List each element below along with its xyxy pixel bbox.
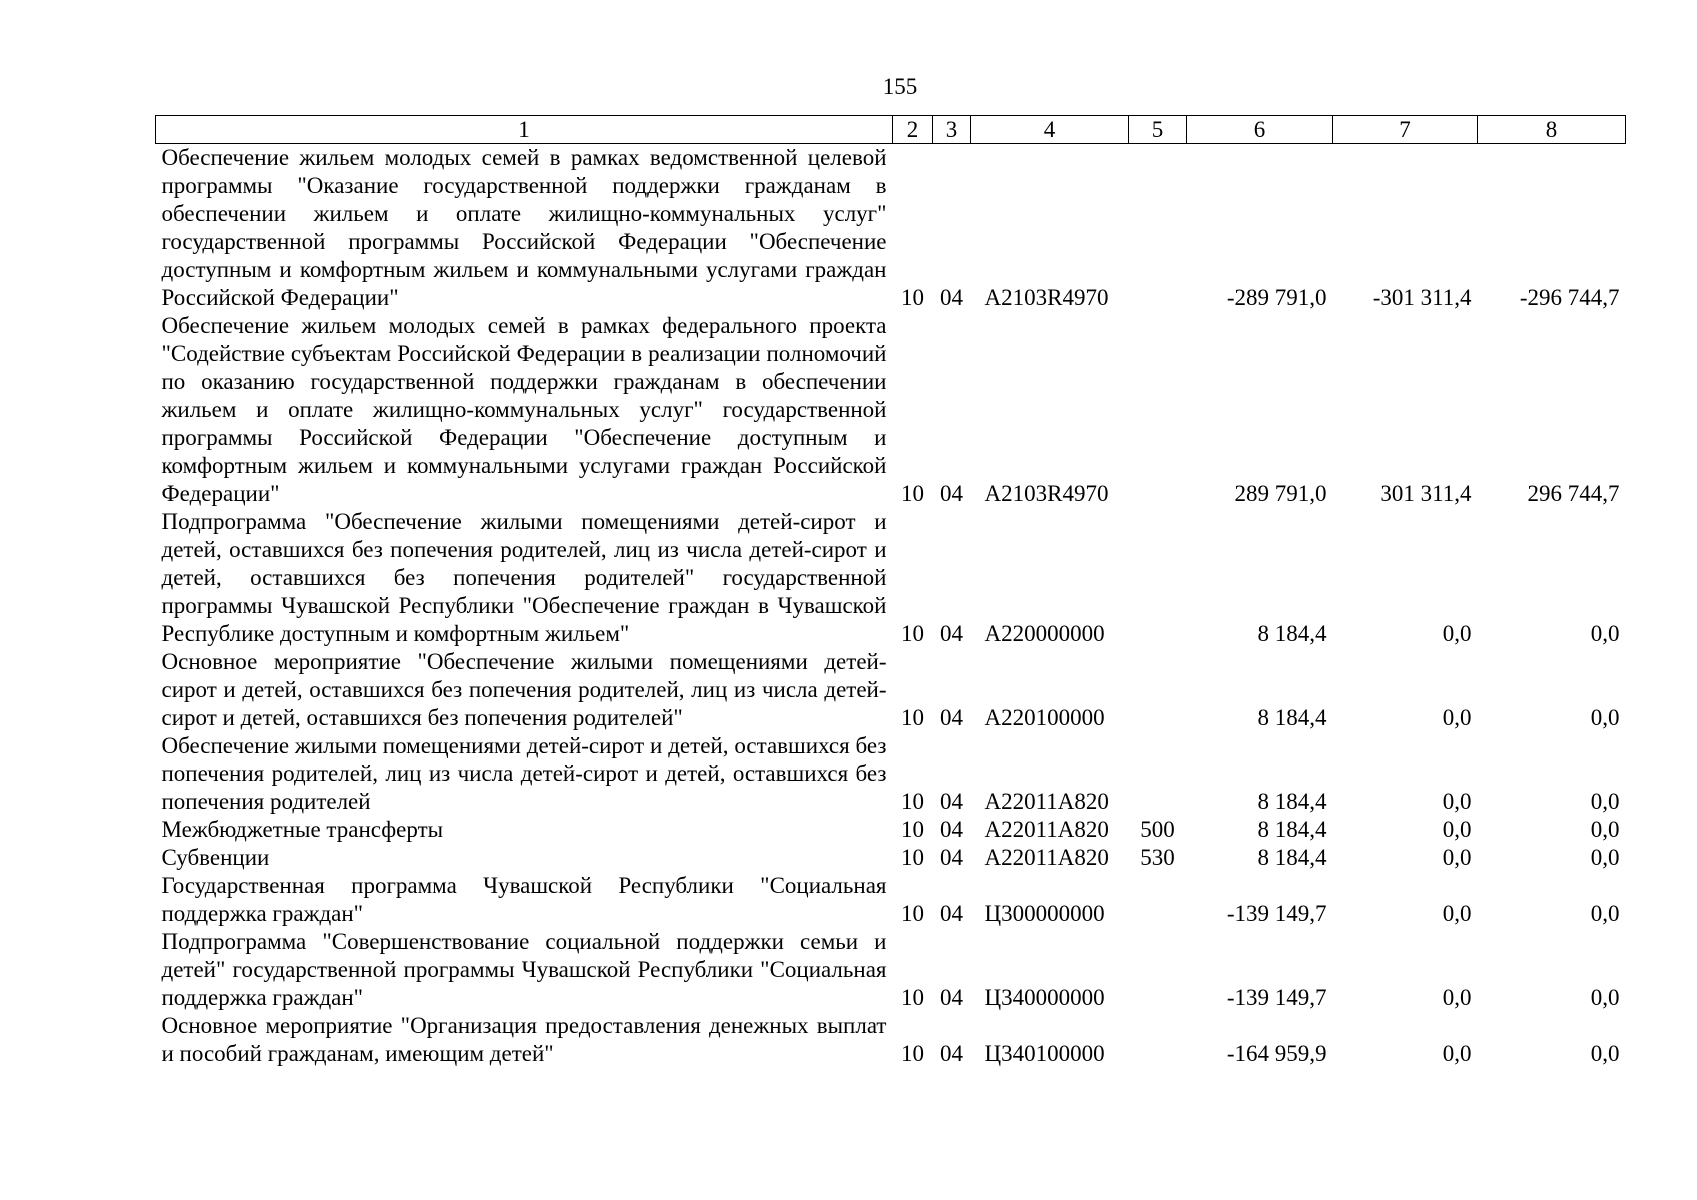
row-value-6: 8 184,4 [1257,845,1327,870]
row-section: 10 [901,705,924,730]
row-target-code: А2103R4970 [984,285,1109,310]
table-row [156,648,1626,732]
row-subsection: 04 [940,985,963,1010]
row-name: Основное мероприятие "Организация предоставления денежных выплат и пособий гражданам, имеющим детей" [161,1013,887,1066]
row-target-code: Ц340100000 [984,1041,1105,1066]
row-expense-type [1129,144,1187,313]
table-row [156,144,1626,313]
row-subsection: 04 [940,705,963,730]
row-section: 10 [901,1041,924,1066]
row-target-code: А22011А820 [984,789,1109,814]
row-value-6: 8 184,4 [1257,789,1327,814]
row-expense-type [1129,928,1187,1012]
row-subsection: 04 [940,901,963,926]
row-section: 10 [901,481,924,506]
row-value-8: 0,0 [1590,621,1620,646]
row-name: Субвенции [161,845,270,870]
row-value-7: 301 311,4 [1380,481,1472,506]
row-expense-type [1129,508,1187,648]
header-cell-8: 8 [1478,116,1626,144]
row-subsection: 04 [940,285,963,310]
row-subsection: 04 [940,1041,963,1066]
row-target-code: Ц340000000 [984,985,1105,1010]
row-value-8: 0,0 [1590,817,1620,842]
row-section: 10 [901,985,924,1010]
header-cell-5: 5 [1129,116,1187,144]
row-subsection: 04 [940,817,963,842]
row-value-8: 0,0 [1590,845,1620,870]
table-row [156,1012,1626,1068]
table-row [156,872,1626,928]
row-name: Межбюджетные трансферты [161,817,444,842]
header-cell-3: 3 [933,116,971,144]
row-section: 10 [901,621,924,646]
header-row [156,116,1626,144]
table-row [156,816,1626,844]
row-value-7: -301 311,4 [1372,285,1472,310]
row-value-6: -289 791,0 [1226,285,1327,310]
row-name: Подпрограмма "Совершенствование социальной поддержки семьи и детей" государственной программы Чувашской Республики "Социальная поддержка граждан" [161,929,887,1010]
row-expense-type [1129,648,1187,732]
row-expense-type [1129,872,1187,928]
row-expense-type [1129,732,1187,816]
row-value-6: 8 184,4 [1257,817,1327,842]
table-row [156,312,1626,508]
row-value-7: 0,0 [1442,1041,1472,1066]
table-row [156,732,1626,816]
header-cell-7: 7 [1333,116,1478,144]
budget-table [155,115,1626,1068]
row-value-8: 296 744,7 [1527,481,1620,506]
row-value-8: 0,0 [1590,901,1620,926]
row-value-6: 289 791,0 [1234,481,1327,506]
row-subsection: 04 [940,789,963,814]
row-value-8: 0,0 [1590,1041,1620,1066]
header-cell-2: 2 [893,116,933,144]
row-target-code: А22011А820 [984,817,1109,842]
row-value-6: -164 959,9 [1226,1041,1327,1066]
row-subsection: 04 [940,481,963,506]
row-target-code: Ц300000000 [984,901,1105,926]
page-number: 155 [882,74,918,99]
row-section: 10 [901,285,924,310]
row-name: Обеспечение жильем молодых семей в рамках федерального проекта "Содействие субъектам Российской Федерации в реализации полномочий по оказанию государственной поддержки гражданам в обеспечении жильем и оплате жилищно-коммунальных услуг" государственной программы Российской Федерации "Обеспечение доступным и комфортным жильем и коммунальными услугами граждан Российской Федерации" [161,313,887,506]
row-expense-type: 500 [1140,817,1175,842]
row-value-6: -139 149,7 [1226,901,1327,926]
row-value-6: 8 184,4 [1257,705,1327,730]
row-value-8: 0,0 [1590,985,1620,1010]
row-target-code: А220000000 [984,621,1105,646]
row-value-8: -296 744,7 [1519,285,1620,310]
row-value-7: 0,0 [1442,705,1472,730]
row-section: 10 [901,901,924,926]
row-value-7: 0,0 [1442,985,1472,1010]
table-row [156,508,1626,648]
header-cell-1: 1 [156,116,893,144]
row-value-7: 0,0 [1442,817,1472,842]
row-section: 10 [901,817,924,842]
row-section: 10 [901,845,924,870]
row-expense-type: 530 [1140,845,1175,870]
row-expense-type [1129,1012,1187,1068]
row-target-code: А2103R4970 [984,481,1109,506]
row-value-8: 0,0 [1590,705,1620,730]
row-target-code: А220100000 [984,705,1105,730]
row-name: Государственная программа Чувашской Республики "Социальная поддержка граждан" [161,873,887,926]
table-row [156,928,1626,1012]
table-row [156,844,1626,872]
row-name: Подпрограмма "Обеспечение жилыми помещениями детей-сирот и детей, оставшихся без попечения родителей, лиц из числа детей-сирот и детей, оставшихся без попечения родителей" государственной программы Чувашской Республики "Обеспечение граждан в Чувашской Республике доступным и комфортным жильем" [161,509,887,646]
row-value-6: 8 184,4 [1257,621,1327,646]
row-value-7: 0,0 [1442,901,1472,926]
row-value-8: 0,0 [1590,789,1620,814]
row-value-7: 0,0 [1442,845,1472,870]
header-cell-6: 6 [1187,116,1333,144]
row-expense-type [1129,312,1187,508]
row-value-6: -139 149,7 [1226,985,1327,1010]
row-name: Основное мероприятие "Обеспечение жилыми помещениями детей-сирот и детей, оставшихся без попечения родителей, лиц из числа детей-сирот и детей, оставшихся без попечения родителей" [161,649,887,730]
row-subsection: 04 [940,845,963,870]
row-value-7: 0,0 [1442,621,1472,646]
header-cell-4: 4 [971,116,1129,144]
row-subsection: 04 [940,621,963,646]
row-value-7: 0,0 [1442,789,1472,814]
row-name: Обеспечение жильем молодых семей в рамках ведомственной целевой программы "Оказание государственной поддержки гражданам в обеспечении жильем и оплате жилищно-коммунальных услуг" государственной программы Российской Федерации "Обеспечение доступным и комфортным жильем и коммунальными услугами граждан Российской Федерации" [161,145,887,310]
row-name: Обеспечение жилыми помещениями детей-сирот и детей, оставшихся без попечения родителей, лиц из числа детей-сирот и детей, оставшихся без попечения родителей [161,733,887,814]
row-target-code: А22011А820 [984,845,1109,870]
row-section: 10 [901,789,924,814]
